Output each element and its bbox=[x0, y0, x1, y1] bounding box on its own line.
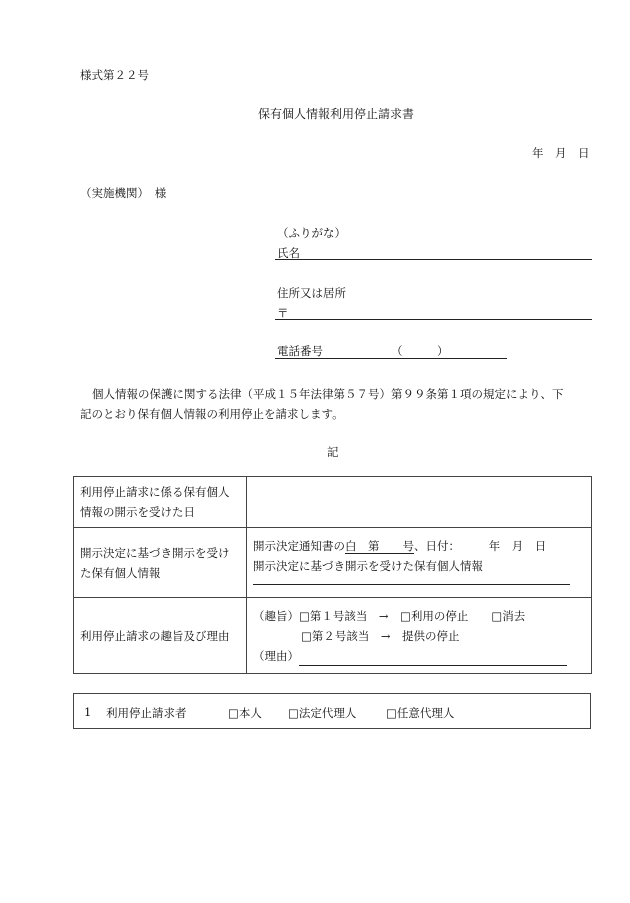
body-text-line2: 記のとおり保有個人情報の利用停止を請求します。 bbox=[80, 407, 344, 421]
riyu-label: （理由） bbox=[253, 649, 299, 663]
row1-label bbox=[74, 477, 247, 528]
notice-number[interactable]: 白 第 号 bbox=[345, 539, 414, 553]
requester-type-box bbox=[73, 693, 591, 729]
row1-label-line1: 利用停止請求に係る保有個人 bbox=[80, 485, 230, 499]
table-row bbox=[74, 598, 592, 674]
row2-label-line2: た保有個人情報 bbox=[80, 565, 161, 580]
reason-line bbox=[253, 646, 585, 666]
row2-label-line1: 開示決定に基づき開示を受け bbox=[80, 545, 230, 560]
address-field[interactable] bbox=[275, 319, 592, 320]
table-row bbox=[74, 477, 592, 528]
option-voluntary-representative[interactable]: □任意代理人 bbox=[386, 706, 455, 720]
document-title: 保有個人情報利用停止請求書 bbox=[258, 107, 415, 121]
name-label: 氏名 bbox=[277, 246, 300, 260]
form-number: 様式第２２号 bbox=[80, 68, 149, 82]
purpose-line1 bbox=[253, 606, 585, 626]
row2-value-prefix: 開示決定通知書の bbox=[253, 539, 345, 553]
option-legal-representative[interactable]: □法定代理人 bbox=[288, 706, 357, 720]
body-text-line1: 個人情報の保護に関する法律（平成１５年法律第５７号）第９９条第１項の規定により、下 bbox=[92, 387, 564, 401]
reason-field[interactable] bbox=[299, 651, 567, 666]
section-label: 利用停止請求者 bbox=[106, 706, 187, 720]
address-label: 住所又は居所 bbox=[277, 286, 346, 300]
row3-label: 利用停止請求の趣旨及び理由 bbox=[74, 598, 247, 674]
disclosed-info-underline[interactable] bbox=[253, 584, 570, 585]
option-self[interactable]: □本人 bbox=[228, 706, 262, 720]
purpose-option-1[interactable]: □第１号該当 → □利用の停止 □消去 bbox=[299, 609, 526, 623]
disclosed-info-field[interactable] bbox=[247, 528, 592, 598]
row2-value-line1 bbox=[253, 536, 585, 556]
addressee: （実施機関） 様 bbox=[80, 186, 167, 200]
ki-heading: 記 bbox=[327, 445, 339, 459]
purpose-line2 bbox=[253, 626, 585, 646]
disclosure-date-field[interactable] bbox=[247, 477, 592, 528]
section-number: 1 bbox=[84, 705, 92, 719]
shushi-label: （趣旨） bbox=[253, 609, 299, 623]
purpose-reason-field bbox=[247, 598, 592, 674]
furigana-label: （ふりがな） bbox=[277, 226, 346, 240]
request-table bbox=[73, 476, 592, 674]
phone-field[interactable] bbox=[275, 358, 507, 359]
date-line: 年 月 日 bbox=[532, 146, 590, 160]
purpose-option-2[interactable]: □第２号該当 → 提供の停止 bbox=[301, 629, 460, 643]
row2-value-date: 、日付： 年 月 日 bbox=[414, 539, 547, 553]
postal-mark: 〒 bbox=[277, 306, 289, 320]
row2-value-line2: 開示決定に基づき開示を受けた保有個人情報 bbox=[253, 559, 483, 573]
phone-area-code-paren: （ ） bbox=[391, 344, 449, 358]
row1-label-line2: 情報の開示を受けた日 bbox=[80, 505, 195, 519]
row2-label bbox=[74, 528, 247, 598]
name-field[interactable] bbox=[275, 259, 592, 260]
phone-label: 電話番号 bbox=[277, 344, 323, 358]
table-row bbox=[74, 528, 592, 598]
